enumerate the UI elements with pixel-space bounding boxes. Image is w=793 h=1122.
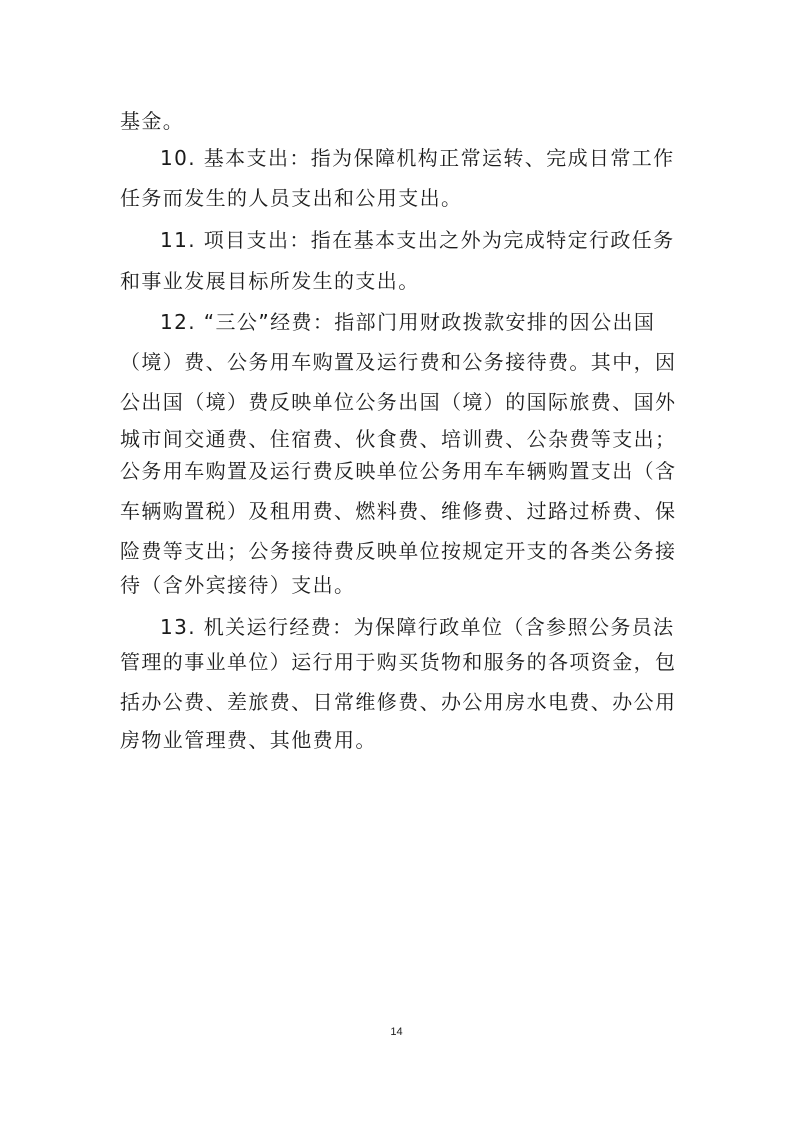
- text-line: （境）费、公务用车购置及运行费和公务接待费。其中，因: [120, 350, 677, 374]
- text-line: 公出国（境）费反映单位公务出国（境）的国际旅费、国外: [120, 390, 677, 414]
- text-line: 城市间交通费、住宿费、伙食费、培训费、公杂费等支出；: [120, 427, 677, 451]
- paragraph-10-heading-line: 10. 基本支出：指为保障机构正常运转、完成日常工作: [160, 146, 675, 170]
- paragraph-11-heading-line: 11. 项目支出：指在基本支出之外为完成特定行政任务: [160, 228, 675, 252]
- text-line: 括办公费、差旅费、日常维修费、办公用房水电费、办公用: [120, 690, 677, 714]
- text-line: 基金。: [120, 109, 185, 133]
- text-line: 管理的事业单位）运行用于购买货物和服务的各项资金，包: [120, 650, 677, 674]
- text-line: 车辆购置税）及租用费、燃料费、维修费、过路过桥费、保: [120, 499, 677, 523]
- text-line: 和事业发展目标所发生的支出。: [120, 269, 420, 293]
- text-line: 待（含外宾接待）支出。: [120, 573, 356, 597]
- text-line: 房物业管理费、其他费用。: [120, 728, 377, 752]
- paragraph-12-heading-line: 12. “三公”经费：指部门用财政拨款安排的因公出国: [160, 310, 656, 334]
- page-number: 14: [390, 1026, 403, 1038]
- text-line: 公务用车购置及运行费反映单位公务用车车辆购置支出（含: [120, 459, 677, 483]
- text-line: 险费等支出；公务接待费反映单位按规定开支的各类公务接: [120, 539, 677, 563]
- paragraph-13-heading-line: 13. 机关运行经费：为保障行政单位（含参照公务员法: [160, 615, 675, 639]
- text-line: 任务而发生的人员支出和公用支出。: [120, 186, 463, 210]
